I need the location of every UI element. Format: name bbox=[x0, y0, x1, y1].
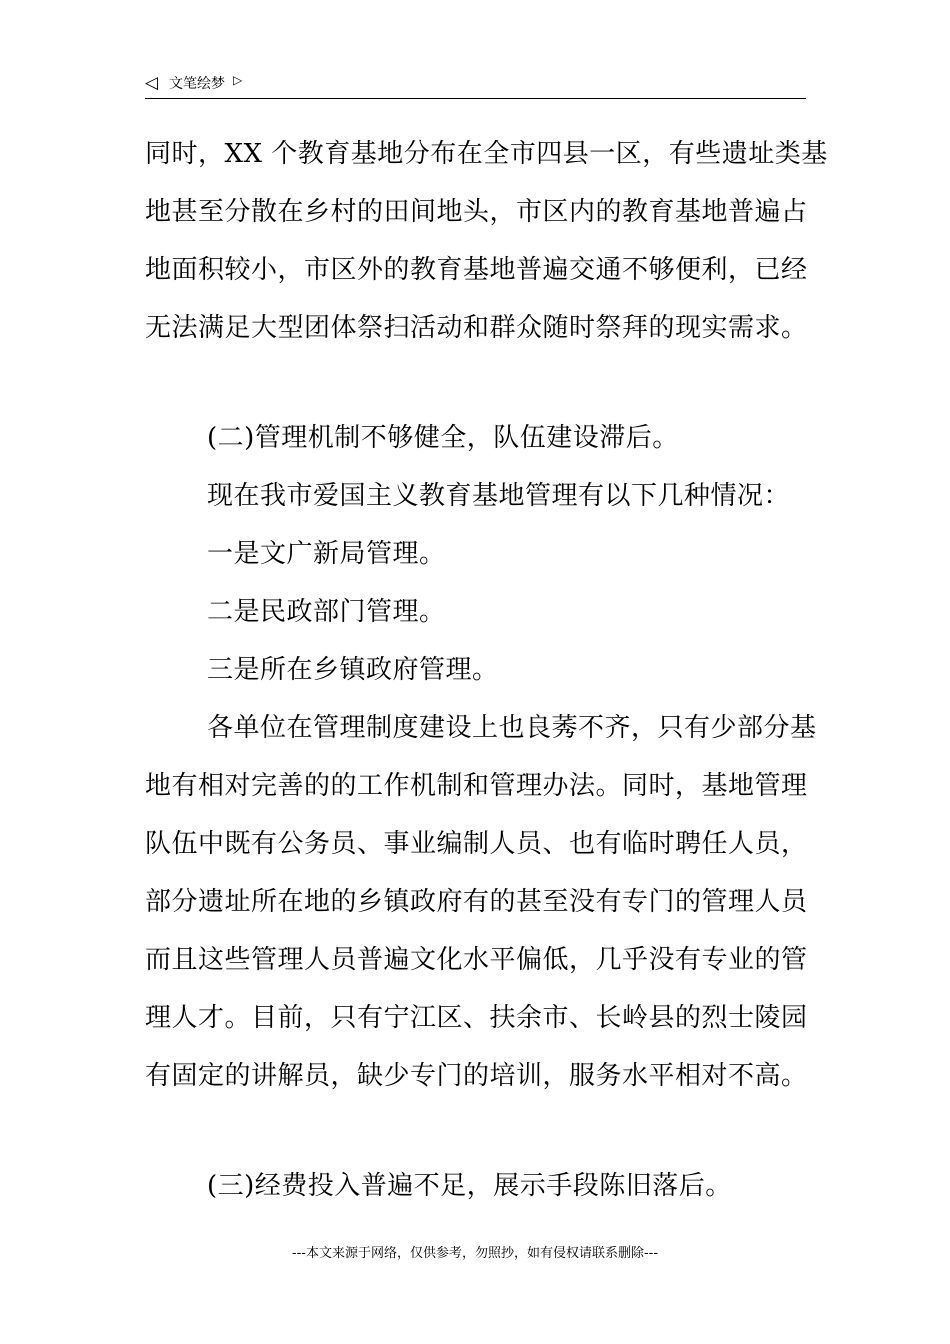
text-line: 现在我市爱国主义教育基地管理有以下几种情况： bbox=[207, 481, 791, 511]
page-footer: ---本文来源于网络，仅供参考，勿照抄，如有侵权请联系删除--- bbox=[291, 1246, 659, 1261]
page-header bbox=[145, 72, 806, 99]
text-line: 地面积较小，市区外的教育基地普遍交通不够便利，已经 bbox=[145, 255, 808, 285]
section-heading: (二)管理机制不够健全，队伍建设滞后。 bbox=[207, 423, 679, 453]
text-line: 同时，XX 个教育基地分布在全市四县一区，有些遗址类基 bbox=[145, 139, 828, 169]
text-line: 无法满足大型团体祭扫活动和群众随时祭拜的现实需求。 bbox=[145, 313, 808, 343]
section-heading: (三)经费投入普遍不足，展示手段陈旧落后。 bbox=[207, 1171, 732, 1201]
triangle-left-icon: ◁ bbox=[145, 73, 159, 93]
text-line: 队伍中既有公务员、事业编制人员、也有临时聘任人员， bbox=[145, 829, 808, 859]
list-item: 二是民政部门管理。 bbox=[207, 597, 446, 627]
text-line: 有固定的讲解员，缺少专门的培训，服务水平相对不高。 bbox=[145, 1061, 808, 1091]
text-line: 而且这些管理人员普遍文化水平偏低，几乎没有专业的管 bbox=[145, 945, 808, 975]
list-item: 三是所在乡镇政府管理。 bbox=[207, 655, 499, 685]
text-line: 理人才。目前，只有宁江区、扶余市、长岭县的烈士陵园 bbox=[145, 1003, 808, 1033]
list-item: 一是文广新局管理。 bbox=[207, 539, 446, 569]
header-title: 文笔绘梦 bbox=[169, 76, 225, 92]
text-line: 各单位在管理制度建设上也良莠不齐，只有少部分基 bbox=[207, 713, 817, 743]
text-line: 地甚至分散在乡村的田间地头，市区内的教育基地普遍占 bbox=[145, 197, 808, 227]
text-line: 部分遗址所在地的乡镇政府有的甚至没有专门的管理人员 bbox=[145, 887, 808, 917]
text-line: 地有相对完善的的工作机制和管理办法。同时，基地管理 bbox=[145, 771, 808, 801]
triangle-right-icon: ▷ bbox=[233, 73, 243, 87]
